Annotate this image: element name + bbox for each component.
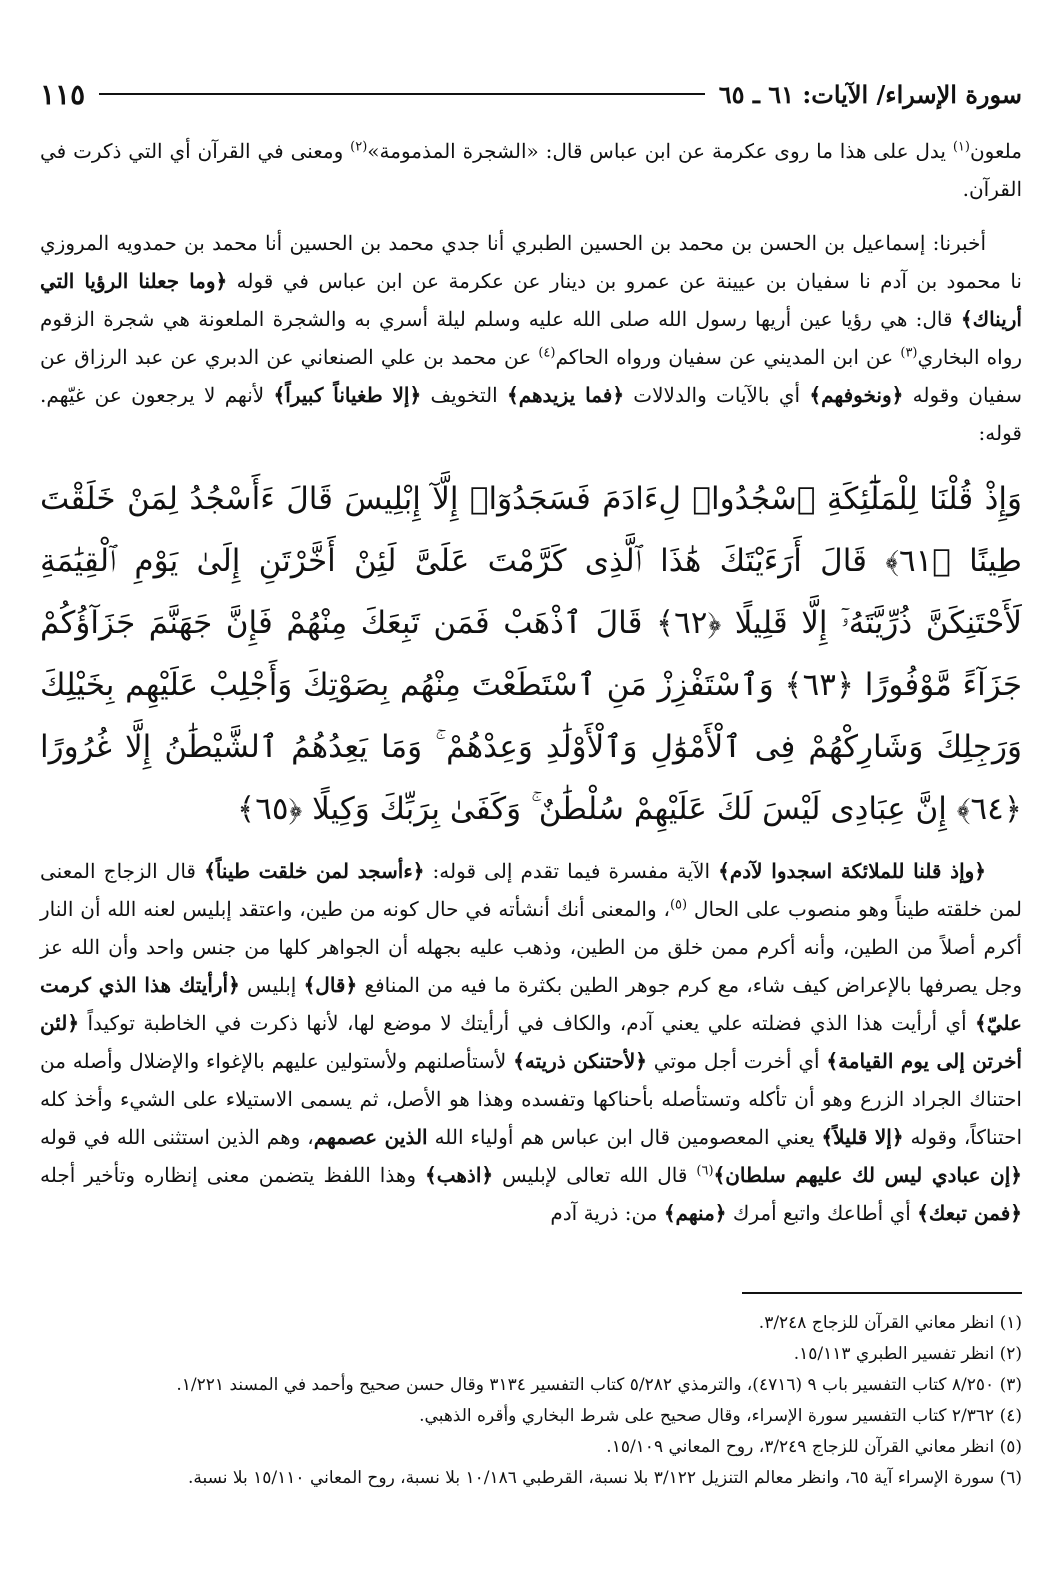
- verse-quote: ﴿لئن أخرتن إلى يوم القيامة﴾: [40, 1011, 1022, 1073]
- bold-text: الذين عصمهم: [313, 1125, 428, 1149]
- header-rule: [99, 93, 705, 95]
- text: الآية مفسرة فيما تقدم إلى قوله:: [424, 859, 719, 883]
- verse-quote: ﴿إلا قليلاً﴾: [821, 1125, 904, 1149]
- text: قال الله تعالى لإبليس: [493, 1163, 697, 1187]
- text: لأستأصلنهم ولأستولين عليهم بالإغواء والإضلال وأصله من احتناك الجراد الزرع وهو أن تأكله وتستأصله بأحناكها وتفسده وهذا هو الأصل، ثم يسمى الاستيلاء على الشيء وأخذ كله احتناكاً، وقوله: [40, 1049, 1022, 1149]
- footnote-ref-1[interactable]: (١): [952, 139, 970, 155]
- text: ، والمعنى أنك أنشأته في حال كونه من طين، واعتقد إبليس لعنه الله أن النار أكرم أصلاً من الطين، وأنه أكرم ممن خلق من الطين، وذهب عليه بجهله أن الجواهر كلها من جنس واحد وأن الله عز وجل يصرفها بالإعراض كيف شاء، مع كرم جوهر الطين بكثرة ما فيه من المنافع: [40, 897, 1022, 997]
- text: يدل على هذا ما روى عكرمة عن ابن عباس قال: «الشجرة المذمومة»: [367, 139, 953, 163]
- verse-quote: ﴿ءأسجد لمن خلقت طيناً﴾: [204, 859, 425, 883]
- text: عن محمد بن علي الصنعاني عن الدبري عن عبد الرزاق عن سفيان وقوله: [40, 345, 1022, 407]
- verse-quote: ﴿فما يزيدهم﴾: [506, 383, 625, 407]
- text: يعني المعصومين قال ابن عباس هم أولياء الله: [427, 1125, 822, 1149]
- surah-title: سورة الإسراء/ الآيات: ٦١ ـ ٦٥: [718, 79, 1022, 109]
- footnote-1: (١) انظر معاني القرآن للزجاج ٣/٢٤٨.: [758, 1313, 1022, 1333]
- text: أي بالآيات والدلالات: [624, 383, 810, 407]
- footnote-3: (٣) ٨/٢٥٠ كتاب التفسير باب ٩ (٤٧١٦)، والترمذي ٥/٢٨٢ كتاب التفسير ٣١٣٤ وقال حسن صحيح وأحمد في المسند ١/٢٢١.: [176, 1375, 1022, 1395]
- verse-quote: ﴿منهم﴾: [663, 1201, 727, 1225]
- text: التخويف: [421, 383, 507, 407]
- footnote-ref-2[interactable]: (٢): [350, 139, 368, 155]
- text: ملعون: [969, 139, 1022, 163]
- quran-verses: وَإِذْ قُلْنَا لِلْمَلَٰٓئِكَةِ ٱسْجُدُوا۟ لِءَادَمَ فَسَجَدُوٓا۟ إِلَّآ إِبْلِيسَ قَالَ ءَأَسْجُدُ لِمَنْ خَلَقْتَ طِينًا ﴿٦١﴾ قَالَ أَرَءَيْتَكَ هَٰذَا ٱلَّذِى كَرَّمْتَ عَلَىَّ لَئِنْ أَخَّرْتَنِ إِلَىٰ يَوْمِ ٱلْقِيَٰمَةِ لَأَحْتَنِكَنَّ ذُرِّيَّتَهُۥٓ إِلَّا قَلِيلًا ﴿٦٢﴾ قَالَ ٱذْهَبْ فَمَن تَبِعَكَ مِنْهُمْ فَإِنَّ جَهَنَّمَ جَزَآؤُكُمْ جَزَآءً مَّوْفُورًا ﴿٦٣﴾ وَٱسْتَفْزِزْ مَنِ ٱسْتَطَعْتَ مِنْهُم بِصَوْتِكَ وَأَجْلِبْ عَلَيْهِم بِخَيْلِكَ وَرَجِلِكَ وَشَارِكْهُمْ فِى ٱلْأَمْوَٰلِ وَٱلْأَوْلَٰدِ وَعِدْهُمْ ۚ وَمَا يَعِدُهُمُ ٱلشَّيْطَٰنُ إِلَّا غُرُورًا ﴿٦٤﴾ إِنَّ عِبَادِى لَيْسَ لَكَ عَلَيْهِمْ سُلْطَٰنٌ ۚ وَكَفَىٰ بِرَبِّكَ وَكِيلًا ﴿٦٥﴾: [40, 481, 1023, 827]
- page-number: ١١٥: [40, 77, 86, 111]
- footnote-ref-3[interactable]: (٣): [900, 345, 918, 361]
- text: قال: هي رؤيا عين أريها رسول الله صلى الله عليه وسلم ليلة أسري به والشجرة الملعونة هي شجرة الزقوم رواه البخاري: [40, 307, 1023, 369]
- text: أي أطاعك واتبع أمرك: [726, 1201, 918, 1225]
- footnote-separator: [742, 1292, 1022, 1294]
- footnote-4: (٤) ٢/٣٦٢ كتاب التفسير سورة الإسراء، وقال صحيح على شرط البخاري وأقره الذهبي.: [419, 1406, 1022, 1426]
- verse-quote: ﴿قال﴾: [303, 973, 358, 997]
- verse-quote: ﴿وإذ قلنا للملائكة اسجدوا لآدم﴾: [718, 859, 986, 883]
- footnote-2: (٢) انظر تفسير الطبري ١٥/١١٣.: [793, 1344, 1022, 1364]
- footnote-ref-4[interactable]: (٤): [538, 345, 556, 361]
- text: ، وهم الذين استثنى الله في قوله: [40, 1125, 314, 1149]
- verse-quote: ﴿اذهب﴾: [425, 1163, 494, 1187]
- verse-quote: ﴿إن عبادي ليس لك عليهم سلطان﴾: [713, 1163, 1022, 1187]
- text: لأنهم لا يرجعون عن غيّهم. قوله:: [40, 383, 1022, 445]
- text: أي أرأيت هذا الذي فضلته علي يعني آدم، والكاف في أرأيتك لا موضع لها، لأنها ذكرت في الخاطبة توكيداً: [79, 1011, 976, 1035]
- text: قال الزجاج المعنى لمن خلقته طيناً وهو منصوب على الحال: [40, 859, 1022, 921]
- verse-quote: ﴿وما جعلنا الرؤيا التي أريناك﴾: [40, 269, 1022, 331]
- verse-quote: ﴿فمن تبعك﴾: [917, 1201, 1022, 1225]
- text: ومعنى في القرآن أي التي ذكرت في القرآن.: [40, 139, 1022, 201]
- footnote-5: (٥) انظر معاني القرآن للزجاج ٣/٢٤٩، روح المعاني ١٥/١٠٩.: [606, 1437, 1022, 1457]
- footnote-ref-5[interactable]: (٥): [669, 897, 688, 913]
- text: عن ابن المديني عن سفيان ورواه الحاكم: [555, 345, 901, 369]
- paragraph-3: [40, 852, 1022, 1232]
- verse-quote: ﴿أرأيتك هذا الذي كرمت عليّ﴾: [40, 973, 1022, 1035]
- text: وهذا اللفظ يتضمن معنى إنظاره وتأخير أجله: [40, 1163, 426, 1187]
- verse-quote: ﴿لأحتنكن ذريته﴾: [513, 1049, 647, 1073]
- running-header: [40, 70, 1022, 118]
- paragraph-2: [40, 224, 1022, 452]
- footnote-ref-6[interactable]: (٦): [696, 1163, 714, 1179]
- verse-quote: ﴿ونخوفهم﴾: [809, 383, 904, 407]
- text: أخبرنا: إسماعيل بن الحسن بن محمد بن الحسين الطبري أنا جدي محمد بن الحسين أنا محمد بن حمدويه المروزي نا محمود بن آدم نا سفيان بن عيينة عن عمرو بن دينار عن عكرمة عن ابن عباس في قوله: [40, 231, 1023, 293]
- text: إبليس: [239, 973, 304, 997]
- footnote-6: (٦) سورة الإسراء آية ٦٥، وانظر معالم التنزيل ٣/١٢٢ بلا نسبة، القرطبي ١٠/١٨٦ بلا نسبة، روح المعاني ١٥/١١٠ بلا نسبة.: [187, 1468, 1022, 1488]
- text: من: ذرية آدم: [550, 1201, 664, 1225]
- paragraph-1: [40, 132, 1022, 208]
- verse-quote: ﴿إلا طغياناً كبيراً﴾: [273, 383, 422, 407]
- footnotes: [40, 1308, 1022, 1494]
- page-content: [40, 70, 1022, 1494]
- text: أي أخرت أجل موتي: [646, 1049, 827, 1073]
